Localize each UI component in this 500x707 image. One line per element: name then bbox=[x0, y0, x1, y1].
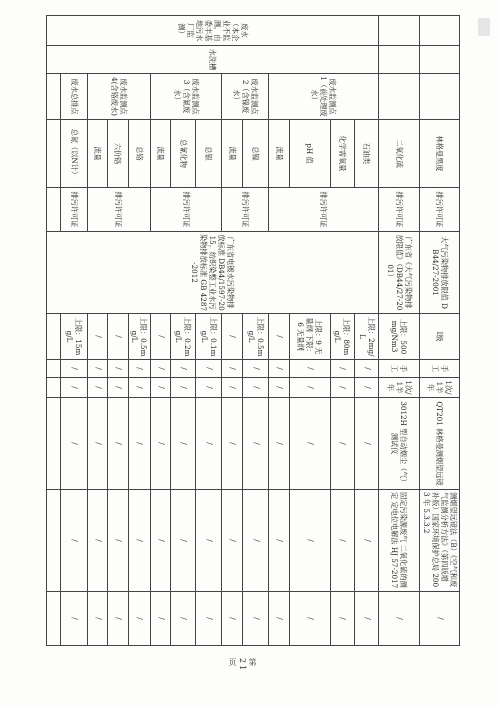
cell-method: 排污许可证 bbox=[151, 188, 222, 232]
cell-slash: / bbox=[151, 490, 171, 592]
cell-slash: / bbox=[242, 398, 269, 490]
cell-slash: / bbox=[354, 378, 378, 398]
cell-slash: / bbox=[289, 378, 330, 398]
table-cell bbox=[47, 378, 61, 398]
cell-slash: / bbox=[222, 314, 242, 360]
cell-slash: / bbox=[128, 490, 150, 592]
cell-slash: / bbox=[151, 592, 171, 646]
cell-item: 流量 bbox=[151, 120, 171, 188]
cell-slash: / bbox=[222, 360, 242, 378]
cell-slash: / bbox=[151, 398, 171, 490]
cell-slash: / bbox=[289, 490, 330, 592]
cell-slash: / bbox=[108, 360, 128, 378]
cell-standard: 广东省电镀水污染物排放标准 DB44/1597-2015，纺织染整工业水污染物排放标准 GB 4287-2012 bbox=[47, 232, 379, 314]
table-row bbox=[379, 16, 420, 646]
cell-limit: 上限：9 无量纲 下限：6 无量纲 bbox=[289, 314, 330, 360]
table-cell bbox=[379, 16, 420, 46]
cell-item: pH 值 bbox=[289, 120, 330, 188]
cell-slash: / bbox=[289, 592, 330, 646]
cell-mode: 手工 bbox=[379, 360, 420, 378]
cell-slash: / bbox=[242, 592, 269, 646]
cell-slash: / bbox=[151, 360, 171, 378]
cell-slash: / bbox=[61, 592, 88, 646]
cell-item: 总氮（以N计） bbox=[61, 120, 88, 188]
cell-limit: 上限：80mg/L bbox=[330, 314, 354, 360]
cell-method: 排污许可证 bbox=[87, 188, 150, 232]
cell-slash: / bbox=[195, 490, 222, 592]
cell-method: 排污许可证 bbox=[269, 188, 379, 232]
table-cell bbox=[47, 188, 61, 232]
point-label: 废水监测点 2（含镍废水） bbox=[222, 74, 269, 120]
cell-slash: / bbox=[269, 592, 289, 646]
table-row bbox=[420, 16, 460, 646]
cell-slash: / bbox=[195, 360, 222, 378]
cell-item: 流量 bbox=[269, 120, 289, 188]
cell-slash: / bbox=[61, 490, 88, 592]
cell-slash: / bbox=[269, 314, 289, 360]
cell-slash: / bbox=[222, 592, 242, 646]
wastewater-type: 水洗槽 bbox=[47, 46, 379, 74]
cell-mode: 手工 bbox=[420, 360, 460, 378]
cell-slash: / bbox=[128, 398, 150, 490]
cell-slash: / bbox=[330, 378, 354, 398]
point-label: 废水总排点 bbox=[61, 74, 88, 120]
cell-slash: / bbox=[151, 314, 171, 360]
cell-slash: / bbox=[128, 378, 150, 398]
table-row bbox=[128, 16, 150, 646]
cell-slash: / bbox=[61, 398, 88, 490]
cell-slash: / bbox=[108, 378, 128, 398]
cell-slash: / bbox=[222, 490, 242, 592]
cell-slash: / bbox=[87, 490, 107, 592]
cell-slash: / bbox=[195, 592, 222, 646]
cell-slash: / bbox=[330, 360, 354, 378]
page-number: 第 21 页 bbox=[228, 658, 257, 673]
table-row bbox=[354, 16, 378, 646]
cell-slash: / bbox=[330, 490, 354, 592]
cell-slash: / bbox=[354, 360, 378, 378]
cell-slash: / bbox=[269, 360, 289, 378]
cell-method: 排污许可证 bbox=[222, 188, 269, 232]
cell-slash: / bbox=[87, 378, 107, 398]
point-label: 废水监测点 4(含铬废水) bbox=[87, 74, 150, 120]
cell-slash: / bbox=[87, 314, 107, 360]
table-cell bbox=[47, 490, 61, 592]
cell-item: 流量 bbox=[222, 120, 242, 188]
cell-slash: / bbox=[195, 398, 222, 490]
cell-slash: / bbox=[222, 398, 242, 490]
cell-slash: / bbox=[61, 360, 88, 378]
cell-limit: 上限：0.2mg/L bbox=[171, 314, 195, 360]
cell-limit: 上限：0.1mg/L bbox=[195, 314, 222, 360]
cell-slash: / bbox=[195, 378, 222, 398]
cell-slash: / bbox=[330, 592, 354, 646]
cell-slash: / bbox=[269, 490, 289, 592]
cell-empty bbox=[420, 46, 460, 74]
cell-limit: Ⅰ级 bbox=[420, 314, 460, 360]
cell-empty bbox=[420, 74, 460, 120]
cell-slash: / bbox=[379, 592, 420, 646]
cell-limit: 上限：2mg/L bbox=[354, 314, 378, 360]
group-label: 废水（本企业不监测，由委丰基地污水厂监测） bbox=[47, 16, 379, 46]
cell-method: 排污许可证 bbox=[379, 188, 420, 232]
scan-mark bbox=[478, 18, 490, 36]
monitoring-table bbox=[46, 15, 460, 646]
cell-method: 排污许可证 bbox=[420, 188, 460, 232]
cell-slash: / bbox=[61, 378, 88, 398]
table-cell bbox=[47, 592, 61, 646]
cell-basis: 固定污染源废气 二氧化硫的测定 定电位电解法 HJ 57-2017 bbox=[379, 490, 420, 592]
cell-basis: 测烟望远镜法（B）《空气和废气监测分析方法》（第四版增补版）国家环境保护总局 2003 年 5.3.3.2 bbox=[420, 490, 460, 592]
cell-item: 总氰化物 bbox=[171, 120, 195, 188]
cell-slash: / bbox=[242, 378, 269, 398]
cell-slash: / bbox=[128, 592, 150, 646]
cell-slash: / bbox=[171, 360, 195, 378]
cell-item: 总银 bbox=[195, 120, 222, 188]
cell-slash: / bbox=[87, 360, 107, 378]
cell-slash: / bbox=[108, 314, 128, 360]
table-cell bbox=[47, 398, 61, 490]
cell-slash: / bbox=[289, 360, 330, 378]
cell-slash: / bbox=[171, 398, 195, 490]
cell-item: 总铬 bbox=[128, 120, 150, 188]
table-cell bbox=[47, 360, 61, 378]
table-cell bbox=[379, 46, 420, 74]
cell-slash: / bbox=[269, 378, 289, 398]
cell-slash: / bbox=[171, 592, 195, 646]
cell-slash: / bbox=[354, 490, 378, 592]
table-row bbox=[242, 16, 269, 646]
cell-limit: 上限：0.5mg/L bbox=[242, 314, 269, 360]
cell-slash: / bbox=[87, 398, 107, 490]
cell-limit: 上限：500mg/Nm3 bbox=[379, 314, 420, 360]
cell-standard: 大气污染物排放限值 DB44/27-2001 bbox=[420, 232, 460, 314]
cell-freq: 1次/1半年 bbox=[379, 378, 420, 398]
cell-slash: / bbox=[87, 592, 107, 646]
cell-instrument: 3012H 型自动烟尘（气）测试仪 bbox=[379, 398, 420, 490]
cell-slash: / bbox=[354, 592, 378, 646]
point-label: 废水监测点 1（前处理废水） bbox=[269, 74, 379, 120]
table-cell bbox=[379, 74, 420, 120]
table-row bbox=[195, 16, 222, 646]
table-cell bbox=[47, 120, 61, 188]
cell-slash: / bbox=[420, 592, 460, 646]
table-cell bbox=[47, 74, 61, 120]
cell-freq: 1次/1半年 bbox=[420, 378, 460, 398]
cell-slash: / bbox=[330, 398, 354, 490]
cell-item: 二氧化硫 bbox=[379, 120, 420, 188]
cell-slash: / bbox=[171, 490, 195, 592]
table-cell bbox=[47, 314, 61, 360]
cell-slash: / bbox=[108, 490, 128, 592]
cell-item: 化学需氧量 bbox=[330, 120, 354, 188]
point-label: 废水监测点 3（含氰废水） bbox=[151, 74, 222, 120]
cell-item: 流量 bbox=[87, 120, 107, 188]
cell-item: 总镍 bbox=[242, 120, 269, 188]
cell-slash: / bbox=[128, 360, 150, 378]
cell-instrument: QT201 林格曼测烟望远镜 bbox=[420, 398, 460, 490]
cell-method: 排污许可证 bbox=[61, 188, 88, 232]
table-row bbox=[61, 16, 88, 646]
cell-item: 石油类 bbox=[354, 120, 378, 188]
cell-limit: 上限：0.5mg/L bbox=[128, 314, 150, 360]
cell-standard: 广东省《大气污染物排放限值》（DB44/27-2001） bbox=[379, 232, 420, 314]
cell-slash: / bbox=[222, 378, 242, 398]
cell-item: 林格曼黑度 bbox=[420, 120, 460, 188]
cell-slash: / bbox=[171, 378, 195, 398]
cell-empty bbox=[420, 16, 460, 46]
cell-item: 六价铬 bbox=[108, 120, 128, 188]
cell-slash: / bbox=[354, 398, 378, 490]
cell-slash: / bbox=[242, 360, 269, 378]
rotated-table-page bbox=[46, 15, 460, 645]
cell-slash: / bbox=[289, 398, 330, 490]
table-row bbox=[47, 16, 61, 646]
cell-slash: / bbox=[151, 378, 171, 398]
cell-slash: / bbox=[108, 398, 128, 490]
cell-slash: / bbox=[108, 592, 128, 646]
cell-slash: / bbox=[242, 490, 269, 592]
cell-limit: 上限：15mg/L bbox=[61, 314, 88, 360]
cell-slash: / bbox=[269, 398, 289, 490]
